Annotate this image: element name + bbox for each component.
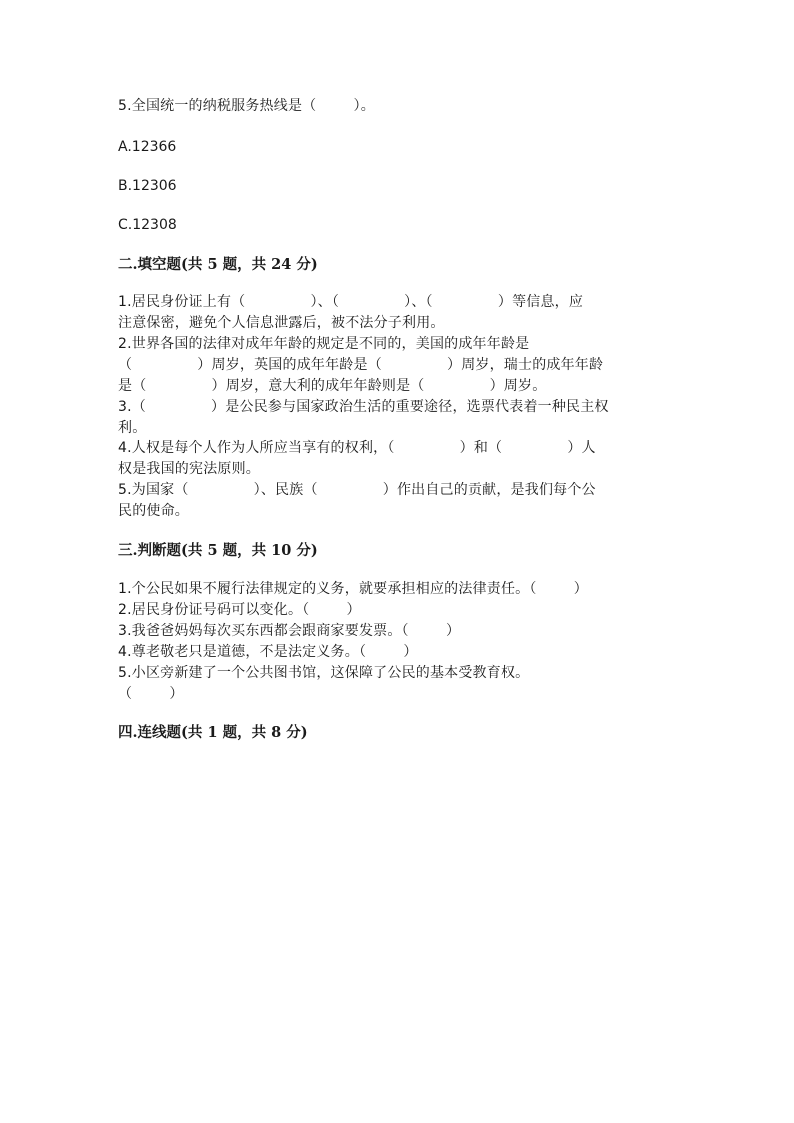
section3-line: （ ） [118, 686, 184, 702]
q5-option-b: B.12306 [118, 178, 177, 194]
q5-option-a: A.12366 [118, 139, 177, 155]
section3-line: 4.尊老敬老只是道德，不是法定义务。（ ） [118, 644, 418, 660]
section2-line: 注意保密，避免个人信息泄露后，被不法分子利用。 [118, 315, 445, 331]
section3-line: 3.我爸爸妈妈每次买东西都会跟商家要发票。（ ） [118, 623, 461, 639]
section2-line: 5.为国家（ ）、民族（ ）作出自己的贡献，是我们每个公 [118, 482, 596, 498]
section2-line: 1.居民身份证上有（ ）、（ ）、（ ）等信息，应 [118, 294, 584, 310]
section2-line: 3.（ ）是公民参与国家政治生活的重要途径，选票代表着一种民主权 [118, 399, 609, 415]
section2-line: （ ）周岁，英国的成年年龄是（ ）周岁，瑞士的成年年龄 [118, 357, 604, 373]
section2-line: 权是我国的宪法原则。 [118, 461, 260, 477]
section2-line: 是（ ）周岁，意大利的成年年龄则是（ ）周岁。 [118, 378, 547, 394]
q5-stem: 5.全国统一的纳税服务热线是（ ）。 [118, 98, 375, 114]
section4-heading: 四.连线题(共 1 题，共 8 分) [118, 724, 308, 741]
q5-option-c: C.12308 [118, 217, 177, 233]
section3-heading: 三.判断题(共 5 题，共 10 分) [118, 542, 318, 559]
section3-line: 5.小区旁新建了一个公共图书馆，这保障了公民的基本受教育权。 [118, 665, 530, 681]
section2-line: 利。 [118, 420, 147, 436]
section2-line: 4.人权是每个人作为人所应当享有的权利，（ ）和（ ）人 [118, 440, 596, 456]
section3-line: 1.个公民如果不履行法律规定的义务，就要承担相应的法律责任。（ ） [118, 581, 588, 597]
section2-line: 2.世界各国的法律对成年年龄的规定是不同的，美国的成年年龄是 [118, 336, 530, 352]
section3-line: 2.居民身份证号码可以变化。（ ） [118, 602, 361, 618]
section2-line: 民的使命。 [118, 503, 189, 519]
section2-heading: 二.填空题(共 5 题，共 24 分) [118, 256, 318, 273]
